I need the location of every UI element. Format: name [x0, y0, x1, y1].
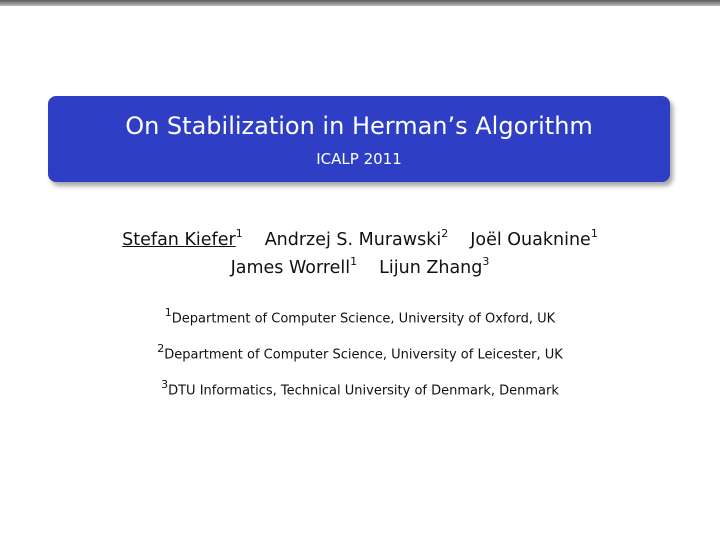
- author-affiliation-mark: 3: [482, 255, 490, 268]
- authors-line-1: [0, 224, 720, 251]
- affiliation-mark: 2: [157, 342, 165, 355]
- author-affiliation-mark: 1: [350, 255, 358, 268]
- affiliation-mark: 3: [161, 378, 169, 391]
- affiliation: [0, 306, 720, 327]
- author: [264, 227, 449, 250]
- affiliation: [0, 378, 720, 399]
- affiliation-text: DTU Informatics, Technical University of Denmark, Denmark: [168, 383, 559, 399]
- author-name: Andrzej S. Murawski: [264, 229, 442, 250]
- author: [470, 227, 598, 250]
- author-name: Stefan Kiefer: [122, 229, 236, 250]
- author-affiliation-mark: 1: [590, 227, 598, 240]
- author: [122, 227, 243, 250]
- author-name: Lijun Zhang: [379, 257, 483, 278]
- affiliation-mark: 1: [164, 306, 172, 319]
- slide-title: On Stabilization in Herman’s Algorithm: [125, 112, 593, 140]
- author-name: Joël Ouaknine: [470, 229, 591, 250]
- author: [379, 255, 490, 278]
- title-block: [48, 96, 670, 182]
- affiliation-text: Department of Computer Science, University of Leicester, UK: [164, 347, 563, 363]
- author-affiliation-mark: 1: [235, 227, 243, 240]
- affiliation: [0, 342, 720, 363]
- affiliation-text: Department of Computer Science, University of Oxford, UK: [171, 311, 556, 327]
- author-name: James Worrell: [230, 257, 351, 278]
- event-name: ICALP 2011: [316, 150, 402, 168]
- authors-line-2: [0, 252, 720, 279]
- author-affiliation-mark: 2: [441, 227, 449, 240]
- author: [230, 255, 358, 278]
- top-frame-bar: [0, 0, 720, 6]
